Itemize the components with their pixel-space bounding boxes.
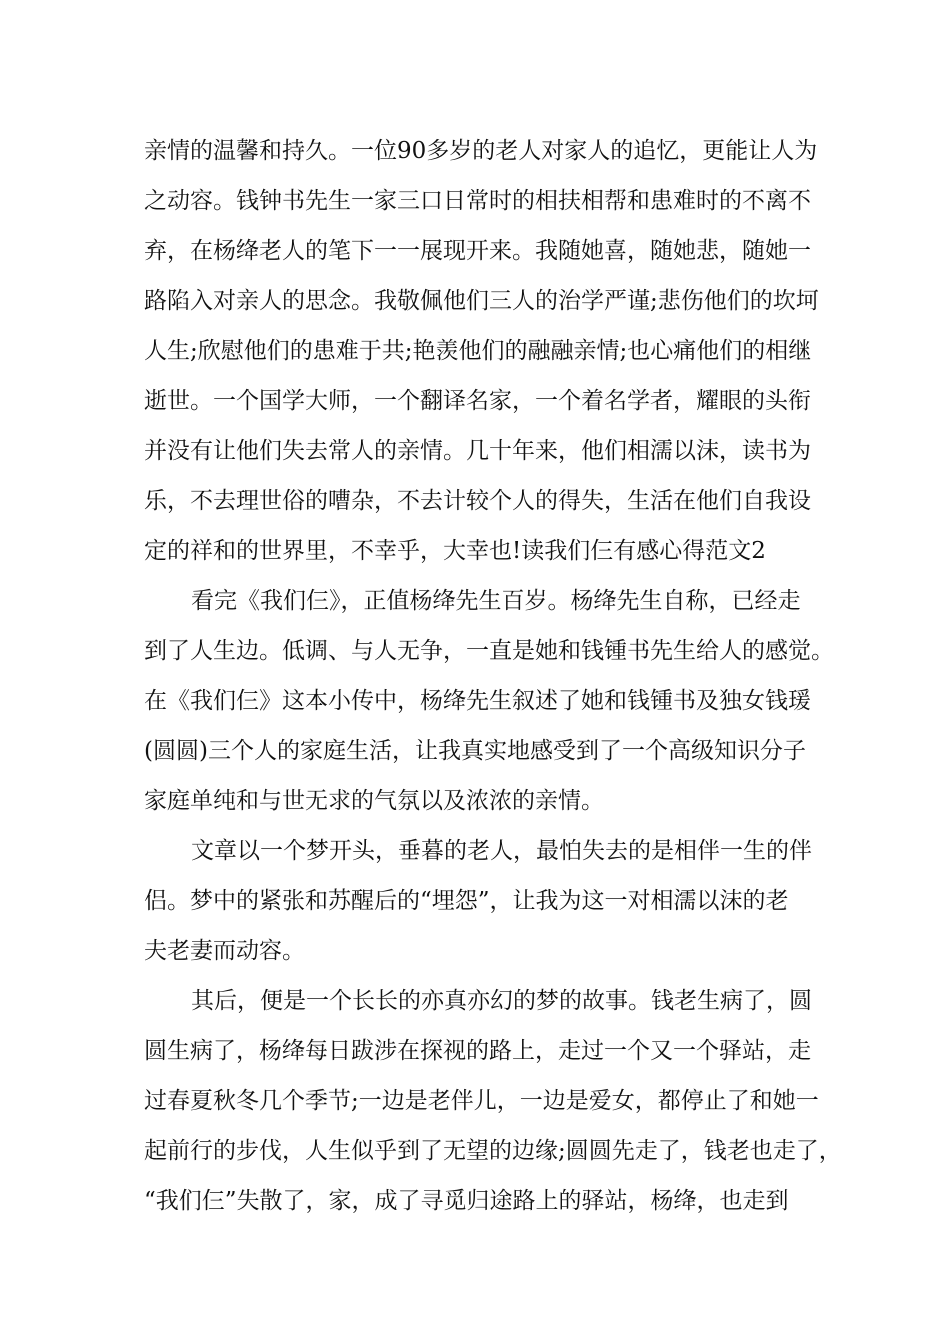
paragraph-first-line: 其后，便是一个长长的亦真亦幻的梦的故事。钱老生病了，圆 — [191, 988, 812, 1014]
paragraph-first-line: 看完《我们仨》，正值杨绛先生百岁。杨绛先生自称，已经走 — [191, 588, 801, 614]
text-line: 亲情的温馨和持久。一位90多岁的老人对家人的追忆，更能让人为 — [144, 138, 818, 164]
text-line: 到了人生边。低调、与人无争，一直是她和钱锺书先生给人的感觉。 — [144, 638, 834, 664]
text-line: 路陷入对亲人的思念。我敬佩他们三人的治学严谨;悲伤他们的坎坷 — [144, 288, 819, 314]
text-line: 逝世。一个国学大师，一个翻译名家，一个着名学者，耀眼的头衔 — [144, 388, 811, 414]
text-line: 侣。梦中的紧张和苏醒后的“埋怨”，让我为这一对相濡以沫的老 — [144, 888, 789, 914]
text-line: 人生;欣慰他们的患难于共;艳羡他们的融融亲情;也心痛他们的相继 — [144, 338, 812, 364]
text-line: 弃，在杨绛老人的笔下一一展现开来。我随她喜，随她悲，随她一 — [144, 238, 811, 264]
text-line: 定的祥和的世界里，不幸乎，大幸也!读我们仨有感心得范文2 — [144, 538, 766, 564]
text-line: 之动容。钱钟书先生一家三口日常时的相扶相帮和患难时的不离不 — [144, 188, 811, 214]
text-line: 过春夏秋冬几个季节;一边是老伴儿，一边是爱女，都停止了和她一 — [144, 1088, 819, 1114]
text-line: 家庭单纯和与世无求的气氛以及浓浓的亲情。 — [144, 788, 604, 814]
text-line: 乐，不去理世俗的嘈杂，不去计较个人的得失，生活在他们自我设 — [144, 488, 811, 514]
text-line: “我们仨”失散了，家，成了寻觅归途路上的驿站，杨绛，也走到 — [144, 1188, 789, 1214]
text-line: 圆生病了，杨绛每日跋涉在探视的路上，走过一个又一个驿站，走 — [144, 1038, 811, 1064]
text-line: 夫老妻而动容。 — [144, 938, 305, 964]
text-line: (圆圆)三个人的家庭生活，让我真实地感受到了一个高级知识分子 — [144, 738, 806, 764]
paragraph-first-line: 文章以一个梦开头，垂暮的老人，最怕失去的是相伴一生的伴 — [191, 838, 812, 864]
text-line: 起前行的步伐，人生似乎到了无望的边缘;圆圆先走了，钱老也走了， — [144, 1138, 842, 1164]
text-line: 并没有让他们失去常人的亲情。几十年来，他们相濡以沫，读书为 — [144, 438, 811, 464]
text-line: 在《我们仨》这本小传中，杨绛先生叙述了她和钱锺书及独女钱瑗 — [144, 688, 811, 714]
